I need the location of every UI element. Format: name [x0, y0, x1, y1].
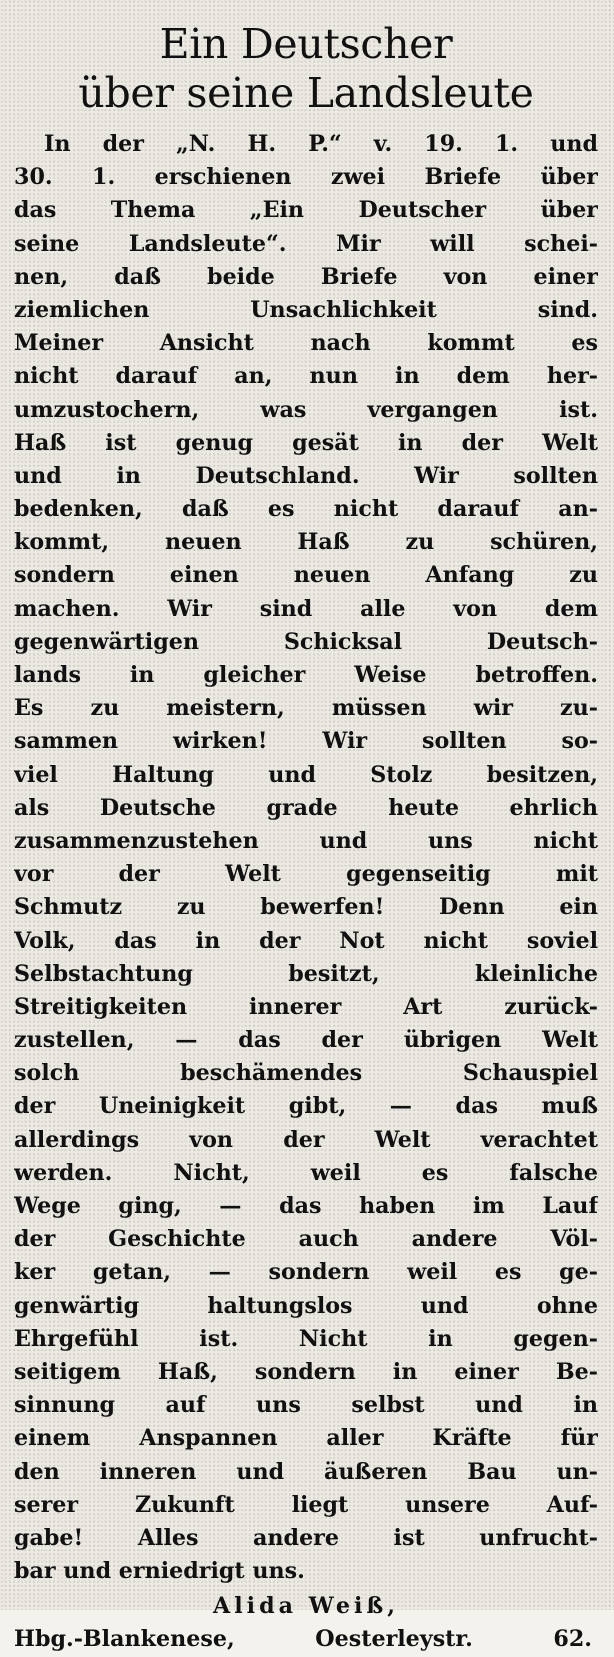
body-line: Streitigkeiten innerer Art zurück-: [14, 993, 598, 1020]
body-line: kommt, neuen Haß zu schüren,: [14, 529, 598, 556]
body-line: seitigem Haß, sondern in einer Be-: [14, 1358, 598, 1385]
body-line: allerdings von der Welt verachtet: [14, 1126, 598, 1153]
body-line: genwärtig haltungslos und ohne: [14, 1292, 598, 1319]
body-line: ker getan, — sondern weil es ge-: [14, 1259, 598, 1286]
body-line: 30. 1. erschienen zwei Briefe über: [14, 164, 598, 191]
body-line: gabe! Alles andere ist unfrucht-: [14, 1524, 598, 1551]
headline: [14, 20, 598, 118]
body-line: nen, daß beide Briefe von einer: [14, 263, 598, 290]
body-line: gegenwärtigen Schicksal Deutsch-: [14, 628, 598, 655]
body-line: vor der Welt gegenseitig mit: [14, 861, 598, 888]
signature-block: [14, 1590, 598, 1656]
body-line: einem Anspannen aller Kräfte für: [14, 1425, 598, 1452]
body-line: das Thema „Ein Deutscher über: [14, 197, 598, 224]
body-line: bedenken, daß es nicht darauf an-: [14, 496, 598, 523]
body-line: den inneren und äußeren Bau un-: [14, 1458, 598, 1485]
body-line: als Deutsche grade heute ehrlich: [14, 794, 598, 821]
body-line: bar und erniedrigt uns.: [14, 1558, 305, 1585]
body-line: Selbstachtung besitzt, kleinliche: [14, 960, 598, 987]
headline-line-1: Ein Deutscher: [159, 20, 453, 68]
author-name: Alida Weiß,: [213, 1593, 399, 1620]
body-line: In der „N. H. P.“ v. 19. 1. und: [44, 131, 598, 157]
body-line: Schmutz zu bewerfen! Denn ein: [14, 894, 598, 921]
body-line: sondern einen neuen Anfang zu: [14, 562, 598, 589]
body-line: nicht darauf an, nun in dem her-: [14, 363, 598, 390]
body-line: sammen wirken! Wir sollten so-: [14, 728, 598, 755]
body-line: Haß ist genug gesät in der Welt: [14, 429, 598, 456]
body-line: werden. Nicht, weil es falsche: [14, 1159, 598, 1186]
body-line: Volk, das in der Not nicht soviel: [14, 927, 598, 954]
body-line: zustellen, — das der übrigen Welt: [14, 1027, 598, 1054]
body-line: sinnung auf uns selbst und in: [14, 1392, 598, 1419]
body-line: zusammenzustehen und uns nicht: [14, 827, 598, 854]
headline-line-2: über seine Landsleute: [78, 69, 534, 117]
body-line: umzustochern, was vergangen ist.: [14, 396, 598, 423]
body-line: serer Zukunft liegt unsere Auf-: [14, 1491, 598, 1518]
body-line: machen. Wir sind alle von dem: [14, 595, 598, 622]
body-line: Ehrgefühl ist. Nicht in gegen-: [14, 1325, 598, 1352]
body-line: Meiner Ansicht nach kommt es: [14, 330, 598, 357]
body-line: und in Deutschland. Wir sollten: [14, 462, 598, 489]
author-address: Hbg.-Blankenese, Oesterleystr. 62.: [14, 1626, 592, 1653]
body-line: solch beschämendes Schauspiel: [14, 1060, 598, 1087]
body-line: Wege ging, — das haben im Lauf: [14, 1193, 598, 1219]
article-body: [14, 128, 598, 1588]
body-line: ziemlichen Unsachlichkeit sind.: [14, 296, 598, 323]
body-line: Es zu meistern, müssen wir zu-: [14, 695, 598, 722]
body-line: viel Haltung und Stolz besitzen,: [14, 761, 598, 788]
body-line: lands in gleicher Weise betroffen.: [14, 662, 598, 688]
body-line: der Uneinigkeit gibt, — das muß: [14, 1093, 598, 1120]
body-line: der Geschichte auch andere Völ-: [14, 1226, 598, 1253]
body-line: seine Landsleute“. Mir will schei-: [14, 230, 598, 257]
